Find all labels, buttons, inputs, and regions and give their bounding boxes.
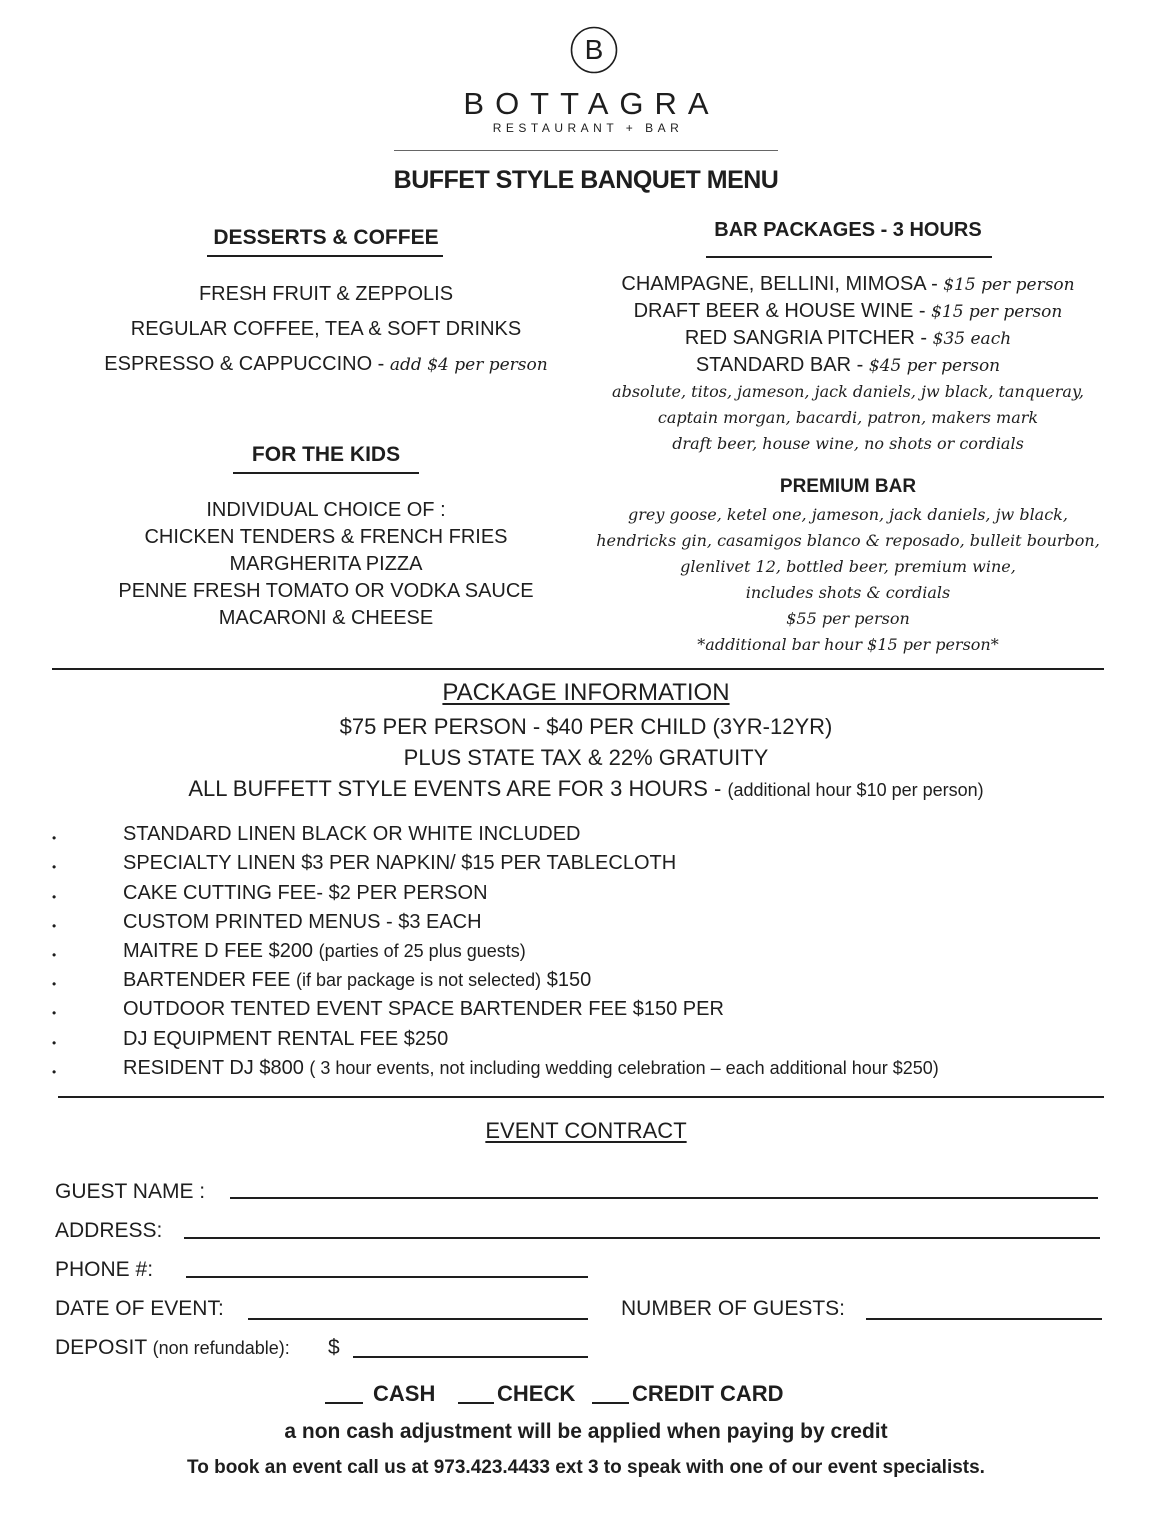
premium-bar-note: glenlivet 12, bottled beer, premium wine, xyxy=(680,557,1016,576)
kids-heading: FOR THE KIDS xyxy=(251,443,401,466)
bar-heading: BAR PACKAGES - 3 HOURS xyxy=(714,219,982,241)
package-hours-note: (additional hour $10 per person) xyxy=(727,780,984,800)
phone-field[interactable] xyxy=(186,1276,588,1278)
standard-bar-note: captain morgan, bacardi, patron, makers mark xyxy=(657,408,1039,427)
premium-bar-note: *additional bar hour $15 per person* xyxy=(697,635,999,654)
address-field[interactable] xyxy=(184,1237,1100,1239)
bar-package-price: $15 per person xyxy=(943,275,1075,295)
bar-packages-list xyxy=(578,271,1118,457)
brand-name: BOTTAGRA xyxy=(463,86,720,121)
guest-name-label: GUEST NAME : xyxy=(55,1180,206,1203)
bar-package: CHAMPAGNE, BELLINI, MIMOSA - $15 per person xyxy=(621,273,1075,295)
bar-heading-underline xyxy=(706,256,992,258)
bar-package: RED SANGRIA PITCHER - $35 each xyxy=(684,327,1012,349)
premium-bar-note: includes shots & cordials xyxy=(745,583,951,602)
kids-item: PENNE FRESH TOMATO OR VODKA SAUCE xyxy=(118,580,534,602)
cash-option-label: CASH xyxy=(373,1381,436,1406)
bar-package-price: $35 each xyxy=(932,329,1012,349)
premium-bar-note: grey goose, ketel one, jameson, jack daniels, jw black, xyxy=(628,505,1068,524)
premium-bar-heading: PREMIUM BAR xyxy=(779,476,917,497)
kids-item: INDIVIDUAL CHOICE OF : xyxy=(206,499,446,521)
desserts-item: ESPRESSO & CAPPUCCINO - add $4 per person xyxy=(104,353,548,375)
desserts-item: REGULAR COFFEE, TEA & SOFT DRINKS xyxy=(130,318,522,340)
kids-item: MACARONI & CHEESE xyxy=(218,607,434,629)
kids-item: MARGHERITA PIZZA xyxy=(229,553,423,575)
desserts-item-note: add $4 per person xyxy=(389,355,548,375)
fee-list-item: • MAITRE D FEE $200 (parties of 25 plus guests) xyxy=(52,940,526,962)
package-info-details xyxy=(86,711,1086,806)
deposit-currency-symbol: $ xyxy=(328,1336,340,1359)
kids-heading-underline xyxy=(233,472,419,474)
deposit-label: DEPOSIT (non refundable): xyxy=(55,1336,290,1359)
desserts-heading: DESSERTS & COFFEE xyxy=(213,226,439,249)
bar-package-price: $45 per person xyxy=(868,356,1001,376)
desserts-item: FRESH FRUIT & ZEPPOLIS xyxy=(198,283,454,305)
date-of-event-field[interactable] xyxy=(248,1318,588,1320)
desserts-list xyxy=(66,277,586,383)
premium-bar-note: $55 per person xyxy=(786,609,910,628)
bar-package-price: $15 per person xyxy=(931,302,1063,322)
check-option-label: CHECK xyxy=(497,1381,576,1406)
guest-name-field[interactable] xyxy=(230,1197,1098,1199)
number-of-guests-label: NUMBER OF GUESTS: xyxy=(621,1297,846,1320)
fee-list-item: • CUSTOM PRINTED MENUS - $3 EACH xyxy=(52,911,482,933)
number-of-guests-field[interactable] xyxy=(866,1318,1102,1320)
premium-bar-note: hendricks gin, casamigos blanco & reposado, bulleit bourbon, xyxy=(596,531,1100,550)
package-hours-line: ALL BUFFETT STYLE EVENTS ARE FOR 3 HOURS - (additional hour $10 per person) xyxy=(188,776,984,801)
address-label: ADDRESS: xyxy=(55,1219,163,1242)
section-divider xyxy=(52,668,1104,670)
logo-letter: B xyxy=(584,34,604,65)
date-of-event-label: DATE OF EVENT: xyxy=(55,1297,224,1320)
fee-list-item: • STANDARD LINEN BLACK OR WHITE INCLUDED xyxy=(52,823,581,845)
premium-bar-list xyxy=(578,502,1118,658)
deposit-field[interactable] xyxy=(353,1356,588,1358)
package-price-line: $75 PER PERSON - $40 PER CHILD (3YR-12YR) xyxy=(339,714,833,739)
fee-list-item: • BARTENDER FEE (if bar package is not selected) $150 xyxy=(52,969,592,991)
section-divider xyxy=(58,1096,1104,1098)
brand-subtitle: RESTAURANT + BAR xyxy=(492,121,684,135)
credit-adjustment-note: a non cash adjustment will be applied when paying by credit xyxy=(284,1420,888,1443)
header-divider xyxy=(394,150,778,151)
booking-contact-note: To book an event call us at 973.423.4433 ext 3 to speak with one of our event specialists. xyxy=(187,1457,985,1478)
bottagra-logo-icon xyxy=(570,26,618,74)
phone-label: PHONE #: xyxy=(55,1258,154,1281)
cash-checkbox[interactable] xyxy=(325,1402,363,1404)
desserts-heading-underline xyxy=(207,255,443,257)
standard-bar-note: absolute, titos, jameson, jack daniels, jw black, tanqueray, xyxy=(612,382,1084,401)
fee-list-item: • RESIDENT DJ $800 ( 3 hour events, not including wedding celebration – each additional hour $250) xyxy=(52,1057,939,1079)
fee-list-item: • DJ EQUIPMENT RENTAL FEE $250 xyxy=(52,1028,449,1050)
fee-list-item: • SPECIALTY LINEN $3 PER NAPKIN/ $15 PER TABLECLOTH xyxy=(52,852,677,874)
package-info-heading: PACKAGE INFORMATION xyxy=(442,679,730,706)
bar-package: STANDARD BAR - $45 per person xyxy=(695,354,1001,376)
standard-bar-note: draft beer, house wine, no shots or cordials xyxy=(672,434,1024,453)
kids-list xyxy=(66,497,586,632)
fee-list-item: • CAKE CUTTING FEE- $2 PER PERSON xyxy=(52,882,488,904)
credit-card-checkbox[interactable] xyxy=(592,1402,629,1404)
credit-card-option-label: CREDIT CARD xyxy=(632,1381,784,1406)
package-tax-line: PLUS STATE TAX & 22% GRATUITY xyxy=(403,745,769,770)
menu-title: BUFFET STYLE BANQUET MENU xyxy=(393,166,779,194)
fee-list-item: • OUTDOOR TENTED EVENT SPACE BARTENDER FEE $150 PER xyxy=(52,998,724,1020)
event-contract-heading: EVENT CONTRACT xyxy=(485,1118,687,1143)
bar-package: DRAFT BEER & HOUSE WINE - $15 per person xyxy=(633,300,1063,322)
check-checkbox[interactable] xyxy=(458,1402,494,1404)
kids-item: CHICKEN TENDERS & FRENCH FRIES xyxy=(144,526,508,548)
